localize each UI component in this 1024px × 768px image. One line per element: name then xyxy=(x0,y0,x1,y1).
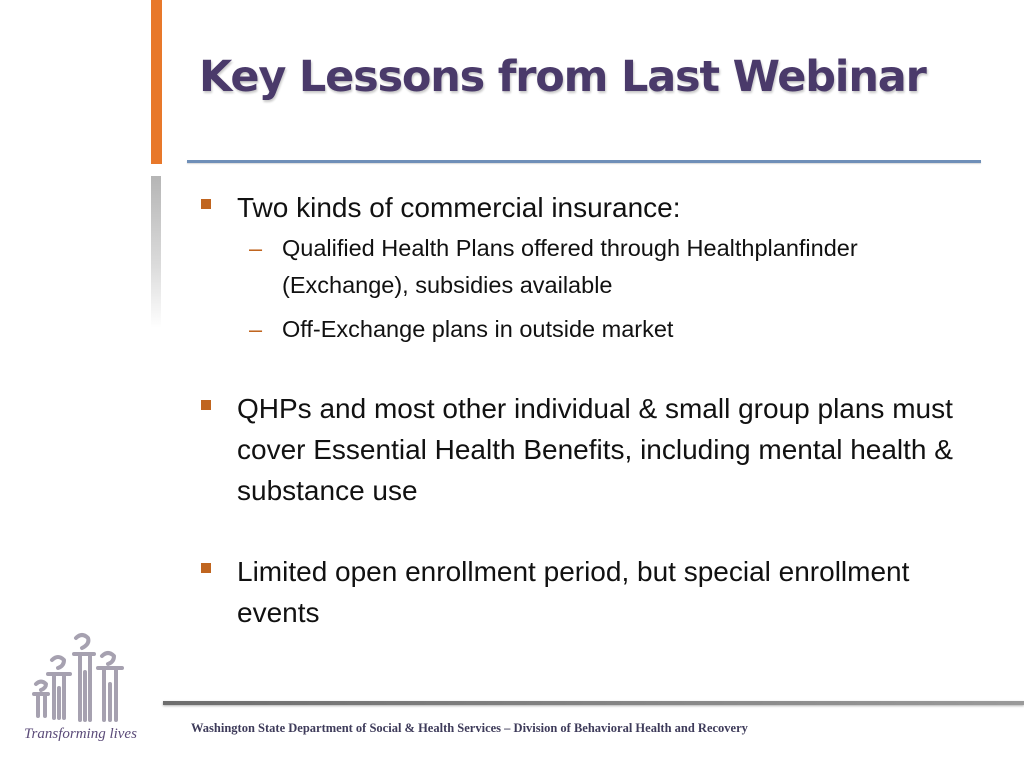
orange-accent-bar xyxy=(151,0,162,164)
dash-bullet-icon: – xyxy=(249,235,263,261)
square-bullet-icon xyxy=(201,400,211,410)
logo-tagline: Transforming lives xyxy=(24,726,137,742)
sub-bullet-text: Off-Exchange plans in outside market xyxy=(282,316,674,342)
bullet-text: Two kinds of commercial insurance: xyxy=(237,192,681,223)
bullet-item xyxy=(199,388,989,511)
square-bullet-icon xyxy=(201,563,211,573)
sub-bullet-item xyxy=(237,311,989,348)
square-bullet-icon xyxy=(201,199,211,209)
bullet-item xyxy=(199,187,989,348)
bullet-item xyxy=(199,551,989,633)
gray-accent-bar xyxy=(151,176,161,328)
slide-content xyxy=(199,187,989,633)
title-divider xyxy=(187,160,981,163)
dash-bullet-icon: – xyxy=(249,316,263,342)
footer-organization: Washington State Department of Social & Health Services – Division of Behavioral Health and Recovery xyxy=(191,721,748,735)
footer-divider xyxy=(163,701,1024,705)
bullet-text: QHPs and most other individual & small group plans must cover Essential Health Benefits, including mental health & substance use xyxy=(237,393,953,506)
bullet-text: Limited open enrollment period, but special enrollment events xyxy=(237,556,910,628)
family-figures-logo-icon xyxy=(30,632,130,724)
slide-title: Key Lessons from Last Webinar xyxy=(199,52,926,102)
sub-bullet-text: Qualified Health Plans offered through Healthplanfinder (Exchange), subsidies available xyxy=(282,235,858,298)
sub-bullet-item xyxy=(237,230,989,304)
